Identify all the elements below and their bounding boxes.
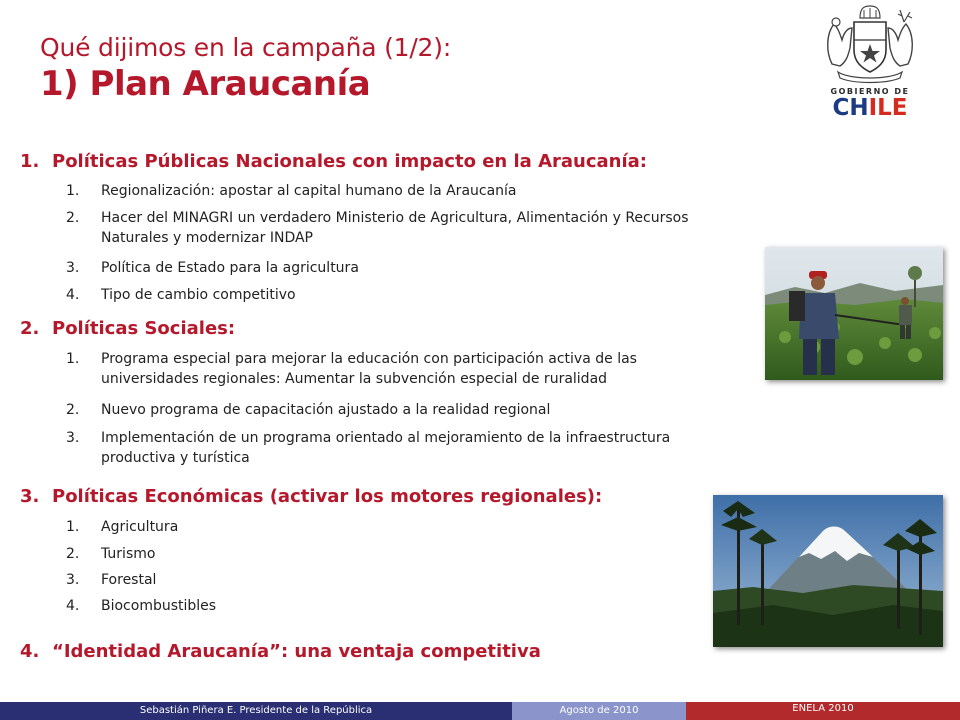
slide-title: 1) Plan Araucanía [40, 64, 371, 104]
item-text: Biocombustibles [101, 598, 217, 614]
section-title: “Identidad Araucanía”: una ventaja competitiva [52, 641, 541, 662]
list-item [66, 544, 731, 564]
footer-author: Sebastián Piñera E. Presidente de la República [0, 702, 512, 720]
section-title: Políticas Sociales: [52, 318, 236, 339]
list-item [66, 428, 731, 468]
section-heading [20, 486, 602, 507]
item-number: 1. [66, 519, 80, 535]
logo-line-1: GOBIERNO DE [830, 87, 910, 96]
item-text: Hacer del MINAGRI un verdadero Ministerio de Agricultura, Alimentación y Recursos Naturales y modernizar INDAP [101, 210, 689, 246]
section-heading [20, 641, 541, 662]
footer-bar [0, 702, 960, 720]
item-number: 2. [66, 546, 80, 562]
item-number: 3. [66, 260, 80, 276]
slide-header [40, 32, 780, 104]
item-number: 4. [66, 287, 80, 303]
slide-subtitle: Qué dijimos en la campaña (1/2): [40, 33, 452, 62]
volcano-araucaria-photo [713, 495, 943, 647]
coat-of-arms-icon [820, 4, 920, 86]
section-number: 4. [20, 641, 40, 662]
list-item [66, 349, 731, 389]
footer-brand: ENELA 2010 [686, 702, 960, 720]
item-text: Política de Estado para la agricultura [101, 260, 359, 276]
item-text: Implementación de un programa orientado al mejoramiento de la infraestructura productiva y turística [101, 430, 671, 466]
logo-chile-part-1: CH [832, 95, 869, 121]
item-number: 1. [66, 351, 80, 367]
item-number: 1. [66, 183, 80, 199]
item-number: 4. [66, 598, 80, 614]
item-number: 2. [66, 210, 80, 226]
section-heading [20, 318, 235, 339]
section-title: Políticas Económicas (activar los motores regionales): [52, 486, 603, 507]
item-number: 2. [66, 402, 80, 418]
list-item [66, 258, 731, 278]
item-number: 3. [66, 430, 80, 446]
item-text: Turismo [101, 546, 156, 562]
section-number: 2. [20, 318, 40, 339]
item-text: Forestal [101, 572, 157, 588]
list-item [66, 400, 731, 420]
section-number: 3. [20, 486, 40, 507]
farmers-field-photo [765, 247, 943, 380]
list-item [66, 517, 731, 537]
list-item [66, 208, 731, 248]
list-item [66, 181, 731, 201]
item-number: 3. [66, 572, 80, 588]
list-item [66, 570, 731, 590]
item-text: Tipo de cambio competitivo [101, 287, 296, 303]
gobierno-de-chile-logo [820, 4, 920, 128]
logo-line-2 [820, 96, 920, 120]
list-item [66, 596, 731, 616]
item-text: Nuevo programa de capacitación ajustado a la realidad regional [101, 402, 551, 418]
item-text: Programa especial para mejorar la educación con participación activa de las universidades regionales: Aumentar la subvención especial de ruralidad [101, 351, 637, 387]
section-heading [20, 151, 647, 172]
list-item [66, 285, 731, 305]
logo-chile-part-2: ILE [868, 95, 908, 121]
section-number: 1. [20, 151, 40, 172]
item-text: Agricultura [101, 519, 179, 535]
item-text: Regionalización: apostar al capital humano de la Araucanía [101, 183, 517, 199]
section-title: Políticas Públicas Nacionales con impacto en la Araucanía: [52, 151, 648, 172]
footer-date: Agosto de 2010 [512, 702, 686, 720]
